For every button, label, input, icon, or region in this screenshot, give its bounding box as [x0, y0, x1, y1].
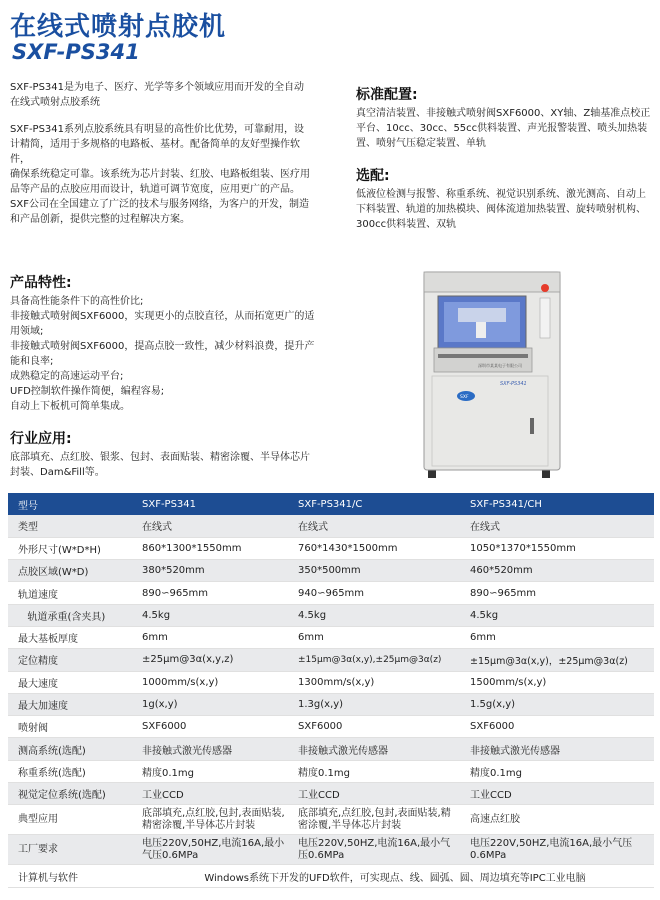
- door-handle: [530, 418, 534, 434]
- spec-header-cell: SXF-PS341: [136, 493, 292, 515]
- spec-label: 典型应用: [8, 805, 136, 835]
- machine-plate-text: SXF-PS341: [500, 381, 527, 387]
- spec-value: 高速点红胶: [464, 805, 654, 835]
- spec-value: Windows系统下开发的UFD软件，可实现点、线、圆弧、圆、周边填充等IPC工业电脑: [136, 865, 654, 887]
- spec-label: 工厂要求: [8, 835, 136, 865]
- spec-value: 精度0.1mg: [136, 760, 292, 782]
- spec-value: 6mm: [292, 626, 464, 648]
- spec-value: 940∽965mm: [292, 582, 464, 604]
- spec-label: 称重系统(选配): [8, 760, 136, 782]
- features-section: [10, 272, 315, 414]
- spec-label: 轨道承重(含夹具): [8, 604, 136, 626]
- spec-header-cell: 型号: [8, 493, 136, 515]
- spec-value: 6mm: [136, 626, 292, 648]
- spec-value: 非接触式激光传感器: [292, 738, 464, 760]
- intro-paragraph-4: SXF公司在全国建立了广泛的技术与服务网络，为客户的开发，制造和产品创新，提供完整的过程解决方案。: [10, 199, 309, 225]
- spec-label: 外形尺寸(W*D*H): [8, 537, 136, 559]
- spec-value: 1.5g(x,y): [464, 693, 654, 715]
- feature-item: 非接触式喷射阀SXF6000，实现更小的点胶直径，从而拓宽更广的适用领域;: [10, 311, 315, 337]
- spec-value: ±15μm@3α(x,y)，±25μm@3α(z): [464, 649, 654, 671]
- table-row: [8, 582, 654, 604]
- feature-item: UFD控制软件操作简便，编程容易;: [10, 386, 165, 397]
- model-name: SXF-PS341: [12, 40, 140, 64]
- table-row: [8, 537, 654, 559]
- spec-value: 1.3g(x,y): [292, 693, 464, 715]
- spec-value: 460*520mm: [464, 560, 654, 582]
- optional-config-heading: 选配:: [356, 168, 390, 184]
- spec-value: 工业CCD: [464, 783, 654, 805]
- spec-value: 1300mm/s(x,y): [292, 671, 464, 693]
- features-heading: 产品特性:: [10, 275, 72, 291]
- spec-value: 860*1300*1550mm: [136, 537, 292, 559]
- spec-value: 4.5kg: [136, 604, 292, 626]
- spec-label: 喷射阀: [8, 716, 136, 738]
- table-row: [8, 738, 654, 760]
- spec-value: 350*500mm: [292, 560, 464, 582]
- spec-value: 890∽965mm: [464, 582, 654, 604]
- spec-label: 最大基板厚度: [8, 626, 136, 648]
- machine-conveyor: [434, 348, 532, 372]
- spec-value: 电压220V,50HZ,电流16A,最小气压0.6MPa: [136, 835, 292, 865]
- intro-section: [10, 80, 310, 227]
- spec-header-cell: SXF-PS341/CH: [464, 493, 654, 515]
- feature-item: 非接触式喷射阀SXF6000，提高点胶一致性，减少材料浪费，提升产能和良率;: [10, 341, 315, 367]
- spec-table: [8, 493, 654, 888]
- applications-section: [10, 428, 315, 480]
- machine-top: [424, 272, 560, 292]
- table-row: [8, 805, 654, 835]
- spec-value: 760*1430*1500mm: [292, 537, 464, 559]
- table-row: [8, 693, 654, 715]
- table-row: [8, 560, 654, 582]
- spec-value: SXF6000: [464, 716, 654, 738]
- machine-image: [418, 268, 563, 480]
- spec-value: 4.5kg: [292, 604, 464, 626]
- spec-label: 类型: [8, 515, 136, 537]
- table-row: [8, 835, 654, 865]
- table-row: [8, 760, 654, 782]
- intro-paragraph-3: 确保系统稳定可靠。该系统为芯片封装、红胶、电路板组装、医疗用品等产品的点胶应用而设计，轨道可调节宽度，应用更广的产品。: [10, 169, 310, 195]
- spec-value: 非接触式激光传感器: [136, 738, 292, 760]
- intro-paragraph-2: SXF-PS341系列点胶系统具有明显的高性价比优势，可靠耐用，设计精简，适用于多规格的电路板、基材。配备简单的友好型操作软件，: [10, 124, 305, 165]
- spec-value: 电压220V,50HZ,电流16A,最小气压0.6MPa: [464, 835, 654, 865]
- machine-logo-text: SXF: [460, 395, 469, 400]
- optional-config-text: 低液位检测与报警、称重系统、视觉识别系统、激光测高、自动上下料装置、轨道的加热模块、阀体流道加热装置、旋转喷射机构、300cc供料装置、双轨: [356, 189, 646, 230]
- table-row: [8, 515, 654, 537]
- spec-value: SXF6000: [136, 716, 292, 738]
- applications-text: 底部填充、点红胶、银浆、包封、表面贴装、精密涂覆、半导体芯片封装、Dam&Fill等。: [10, 452, 310, 478]
- spec-value: 在线式: [292, 515, 464, 537]
- spec-header-cell: SXF-PS341/C: [292, 493, 464, 515]
- spec-value: 在线式: [136, 515, 292, 537]
- spec-value: 工业CCD: [136, 783, 292, 805]
- table-row: [8, 649, 654, 671]
- spec-value: 1000mm/s(x,y): [136, 671, 292, 693]
- spec-value: SXF6000: [292, 716, 464, 738]
- feature-item: 成熟稳定的高速运动平台;: [10, 371, 124, 382]
- page-title: 在线式喷射点胶机: [10, 12, 227, 42]
- spec-value: 4.5kg: [464, 604, 654, 626]
- standard-config-text: 真空清洁装置、非接触式喷射阀SXF6000、XY轴、Z轴基准点校正平台、10cc、30cc、55cc供料装置、声光报警装置、喷头加热装置、喷射气压稳定装置、单轨: [356, 108, 651, 149]
- spec-value: ±15μm@3α(x,y),±25μm@3α(z): [292, 649, 464, 671]
- spec-value: 电压220V,50HZ,电流16A,最小气压0.6MPa: [292, 835, 464, 865]
- spec-value: 6mm: [464, 626, 654, 648]
- spec-label: 计算机与软件: [8, 865, 136, 887]
- table-row: [8, 783, 654, 805]
- feature-item: 具备高性能条件下的高性价比;: [10, 296, 144, 307]
- feature-item: 自动上下板机可简单集成。: [10, 401, 130, 412]
- table-row: [8, 865, 654, 887]
- spec-value: 工业CCD: [292, 783, 464, 805]
- table-row: [8, 626, 654, 648]
- spec-value: ±25μm@3α(x,y,z): [136, 649, 292, 671]
- spec-value: 精度0.1mg: [292, 760, 464, 782]
- config-section: [356, 84, 654, 232]
- table-row: [8, 604, 654, 626]
- spec-value: 1g(x,y): [136, 693, 292, 715]
- spec-label: 视觉定位系统(选配): [8, 783, 136, 805]
- spec-value: 380*520mm: [136, 560, 292, 582]
- table-row: [8, 671, 654, 693]
- spec-label: 最大加速度: [8, 693, 136, 715]
- spec-value: 890∽965mm: [136, 582, 292, 604]
- spec-label: 测高系统(选配): [8, 738, 136, 760]
- standard-config-heading: 标准配置:: [356, 87, 418, 103]
- spec-value: 1500mm/s(x,y): [464, 671, 654, 693]
- spec-value: 底部填充,点红胶,包封,表面贴装,精密涂覆,半导体芯片封装: [136, 805, 292, 835]
- spec-value: 1050*1370*1550mm: [464, 537, 654, 559]
- spec-value: 底部填充,点红胶,包封,表面贴装,精密涂覆,半导体芯片封装: [292, 805, 464, 835]
- table-row: [8, 716, 654, 738]
- spec-value: 精度0.1mg: [464, 760, 654, 782]
- spec-label: 定位精度: [8, 649, 136, 671]
- spec-value: 非接触式激光传感器: [464, 738, 654, 760]
- emergency-stop-icon: [541, 284, 549, 292]
- spec-header-row: [8, 493, 654, 515]
- intro-paragraph-1: SXF-PS341是为电子、医疗、光学等多个领域应用而开发的全自动在线式喷射点胶系统: [10, 82, 305, 108]
- svg-text:深圳市某某电子有限公司: 深圳市某某电子有限公司: [478, 363, 522, 368]
- applications-heading: 行业应用:: [10, 431, 72, 447]
- spec-label: 点胶区域(W*D): [8, 560, 136, 582]
- spec-label: 轨道速度: [8, 582, 136, 604]
- spec-label: 最大速度: [8, 671, 136, 693]
- spec-value: 在线式: [464, 515, 654, 537]
